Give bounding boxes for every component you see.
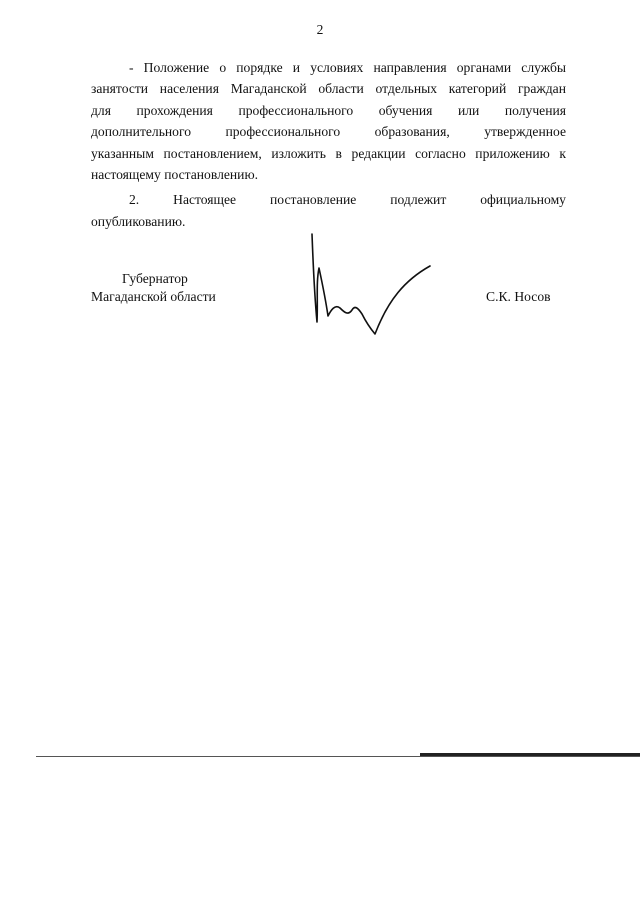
signatory-region: Магаданской области [91, 289, 216, 305]
signatory-name: С.К. Носов [486, 289, 551, 305]
paragraph-1-line-2: занятости населения Магаданской области отдельных категорий граждан [91, 81, 566, 97]
paragraph-1-line-5: указанным постановлением, изложить в редакции согласно приложению к [91, 145, 566, 161]
paragraph-2-line-1 [91, 189, 566, 210]
paragraph-1-line-1: - Положение о порядке и условиях направления органами службы [129, 60, 566, 75]
paragraph-2-line-2: опубликованию. [91, 213, 186, 229]
paragraph-1-line-6: настоящему постановлению. [91, 166, 259, 182]
signatory-position: Губернатор [122, 271, 188, 286]
document-body [91, 57, 566, 232]
bottom-rule-accent [420, 753, 640, 756]
paragraph-2-word: официальному [480, 192, 566, 208]
bottom-rule [36, 756, 640, 757]
signatory-title [91, 270, 216, 307]
page-number: 2 [316, 22, 324, 37]
handwritten-signature [300, 230, 440, 340]
paragraph-1-line-3: для прохождения профессионального обучения или получения [91, 102, 566, 118]
paragraph-2-word: подлежит [390, 192, 447, 208]
paragraph-1-line-4: дополнительного профессионального образования, утвержденное [91, 124, 566, 140]
paragraph-2-number: 2. [129, 192, 140, 208]
paragraph-2-word: Настоящее [173, 192, 237, 208]
paragraph-2-word: постановление [270, 192, 357, 208]
